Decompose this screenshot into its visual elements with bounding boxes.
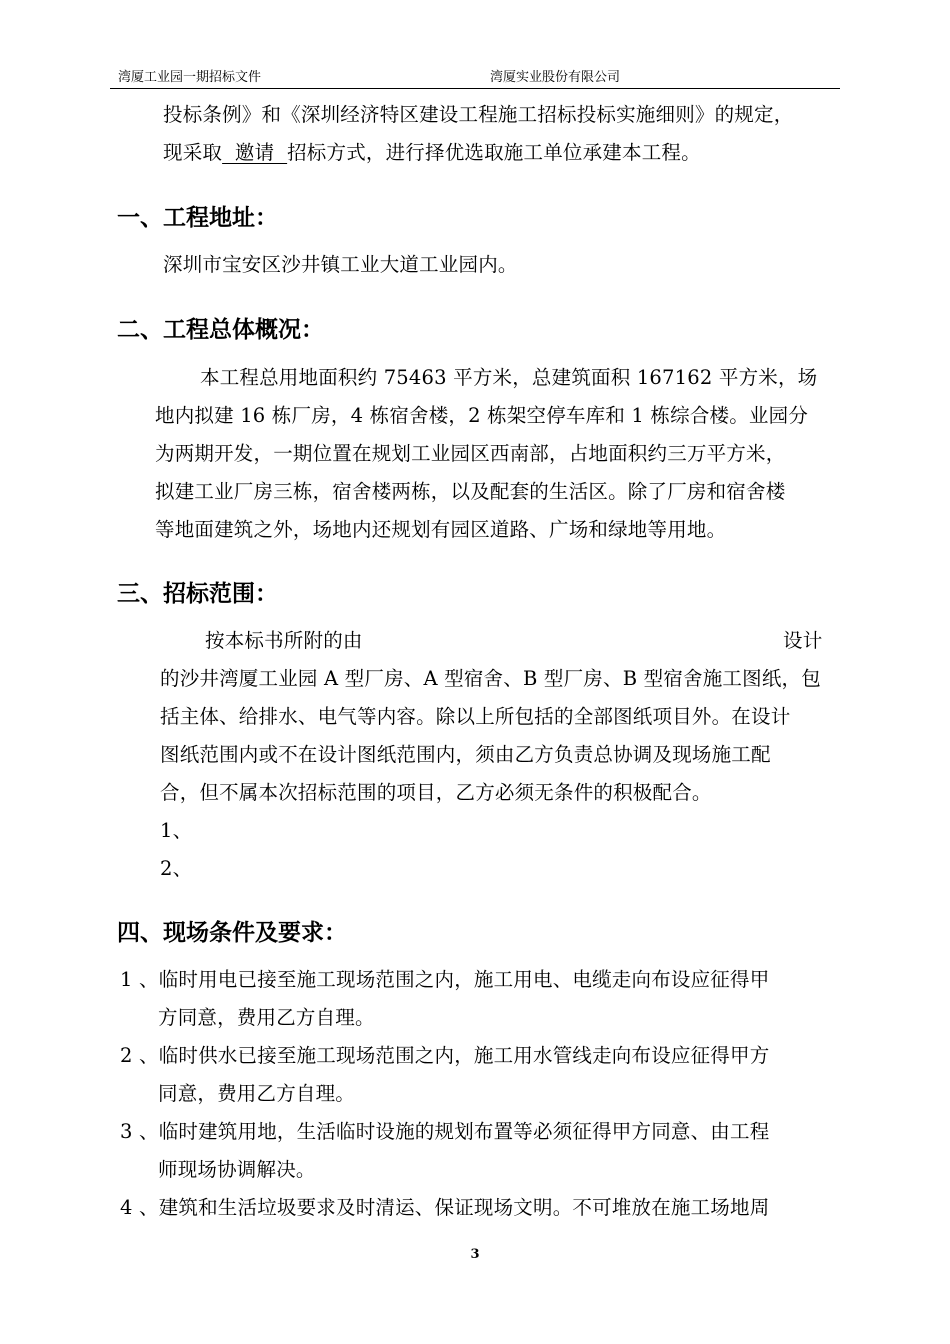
section-2-line: 等地面建筑之外，场地内还规划有园区道路、广场和绿地等用地。 [155, 518, 727, 541]
header-left-title: 湾厦工业园一期招标文件 [118, 70, 262, 85]
bidding-method: 邀请 [222, 141, 288, 164]
intro-line-1: 投标条例》和《深圳经济特区建设工程施工招标投标实施细则》的规定， [163, 103, 794, 126]
intro-line-2-suffix: 招标方式，进行择优选取施工单位承建本工程。 [287, 141, 701, 164]
section-3-item-2: 2、 [160, 857, 193, 880]
intro-line-2 [163, 140, 701, 166]
section-2-heading: 二、工程总体概况： [117, 317, 324, 343]
section-4-item-line: 师现场协调解决。 [158, 1158, 316, 1181]
section-3-heading: 三、招标范围： [117, 581, 278, 607]
section-2-line: 本工程总用地面积约 75463 平方米，总建筑面积 167162 平方米，场 [200, 366, 818, 389]
section-4-item-line: 方同意，费用乙方自理。 [158, 1006, 375, 1029]
section-3-line-1-left: 按本标书所附的由 [205, 629, 363, 652]
section-1-heading: 一、工程地址： [117, 205, 278, 231]
section-2-line: 拟建工业厂房三栋，宿舍楼两栋，以及配套的生活区。除了厂房和宿舍楼 [155, 480, 786, 503]
section-3-line: 的沙井湾厦工业园 A 型厂房、A 型宿舍、B 型厂房、B 型宿舍施工图纸，包 [160, 667, 821, 690]
section-1-text: 深圳市宝安区沙井镇工业大道工业园内。 [163, 253, 518, 276]
section-3-line: 括主体、给排水、电气等内容。除以上所包括的全部图纸项目外。在设计 [160, 705, 791, 728]
section-4-item-line: 1 、临时用电已接至施工现场范围之内，施工用电、电缆走向布设应征得甲 [120, 968, 770, 991]
section-4-item-line: 2 、临时供水已接至施工现场范围之内，施工用水管线走向布设应征得甲方 [120, 1044, 770, 1067]
section-3-line: 合，但不属本次招标范围的项目，乙方必须无条件的积极配合。 [160, 781, 712, 804]
header-rule [110, 88, 840, 89]
section-4-item-line: 同意，费用乙方自理。 [158, 1082, 356, 1105]
section-4-item-line: 3 、临时建筑用地，生活临时设施的规划布置等必须征得甲方同意、由工程 [120, 1120, 770, 1143]
section-2-line: 地内拟建 16 栋厂房，4 栋宿舍楼，2 栋架空停车库和 1 栋综合楼。业园分 [155, 404, 809, 427]
section-3-line-1-right: 设计 [783, 629, 823, 652]
section-3-line: 图纸范围内或不在设计图纸范围内，须由乙方负责总协调及现场施工配 [160, 743, 771, 766]
section-4-heading: 四、现场条件及要求： [117, 920, 347, 946]
intro-line-2-prefix: 现采取 [163, 141, 223, 164]
header-company-name: 湾厦实业股份有限公司 [490, 70, 621, 85]
section-4-item-line: 4 、建筑和生活垃圾要求及时清运、保证现场文明。不可堆放在施工场地周 [120, 1196, 770, 1219]
section-2-line: 为两期开发，一期位置在规划工业园区西南部，占地面积约三万平方米， [155, 442, 786, 465]
section-3-item-1: 1、 [160, 819, 193, 842]
page-number: 3 [470, 1247, 480, 1262]
